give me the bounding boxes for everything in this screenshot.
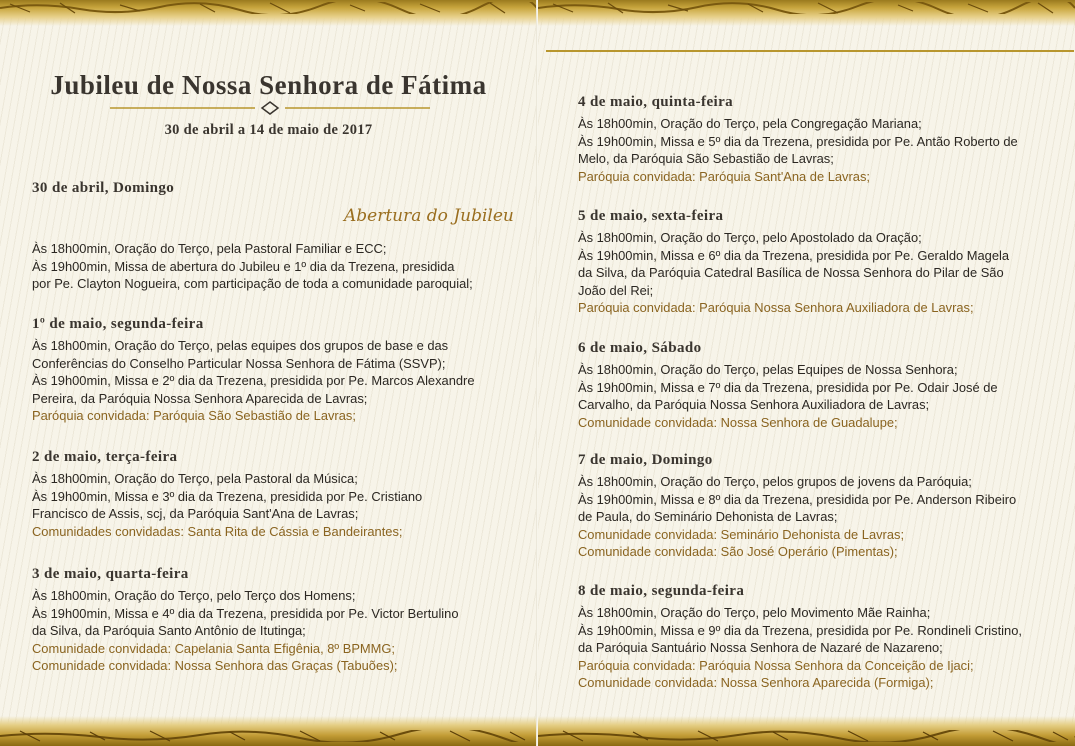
schedule-line: Às 18h00min, Oração do Terço, pelas equipes dos grupos de base e das: [32, 338, 449, 353]
thorn-crown-ornament-bottom: [538, 730, 1075, 742]
day-heading: 7 de maio, Domingo: [578, 452, 713, 468]
schedule-line: Conferências do Conselho Particular Nossa Senhora de Fátima (SSVP);: [32, 355, 446, 371]
schedule-line: Às 19h00min, Missa e 8º dia da Trezena, presidida por Pe. Anderson Ribeiro: [578, 491, 1017, 507]
schedule-line: Às 18h00min, Oração do Terço, pelas Equipes de Nossa Senhora;: [578, 362, 958, 377]
day-section-may3: [32, 566, 527, 675]
day-section-may6: [578, 340, 1073, 431]
guest-parish: Paróquia convidada: Paróquia São Sebastião de Lavras;: [32, 408, 356, 424]
day-heading: 3 de maio, quarta-feira: [32, 566, 189, 582]
schedule-line: Às 19h00min, Missa e 9º dia da Trezena, presidida por Pe. Rondineli Cristino,: [578, 622, 1022, 638]
schedule-line: Às 19h00min, Missa e 7º dia da Trezena, presidida por Pe. Odair José de: [578, 379, 998, 395]
guest-community: Comunidade convidada: Seminário Dehonista de Lavras;: [578, 526, 905, 542]
schedule-line: Às 18h00min, Oração do Terço, pela Pastoral da Música;: [32, 471, 358, 486]
schedule-line: Às 19h00min, Missa e 5º dia da Trezena, presidida por Pe. Antão Roberto de: [578, 133, 1018, 149]
guest-community: Comunidade convidada: Nossa Senhora das Graças (Tabuões);: [32, 658, 398, 674]
schedule-line: Às 18h00min, Oração do Terço, pelo Movimento Mãe Rainha;: [578, 605, 931, 620]
guest-community: Comunidade convidada: São José Operário (Pimentas);: [578, 544, 898, 560]
guest-parish: Paróquia convidada: Paróquia Nossa Senhora Auxiliadora de Lavras;: [578, 300, 974, 316]
schedule-line: Às 19h00min, Missa e 2º dia da Trezena, presidida por Pe. Marcos Alexandre: [32, 373, 475, 389]
schedule-line: Às 18h00min, Oração do Terço, pelos grupos de jovens da Paróquia;: [578, 474, 972, 489]
guest-parish: Paróquia convidada: Paróquia Sant'Ana de Lavras;: [578, 168, 870, 184]
schedule-line: João del Rei;: [578, 282, 654, 298]
day-heading: 8 de maio, segunda-feira: [578, 583, 745, 599]
schedule-line: Às 19h00min, Missa de abertura do Jubileu e 1º dia da Trezena, presidida: [32, 258, 455, 274]
thorn-crown-ornament-top: [538, 2, 1075, 14]
day-heading: 4 de maio, quinta-feira: [578, 94, 734, 110]
opening-script-note: Abertura do Jubileu: [344, 206, 514, 226]
schedule-line: Às 19h00min, Missa e 4º dia da Trezena, presidida por Pe. Victor Bertulino: [32, 605, 459, 621]
schedule-line: de Paula, do Seminário Dehonista de Lavras;: [578, 509, 838, 525]
day-heading: 1º de maio, segunda-feira: [32, 316, 204, 332]
day-section-apr30: [32, 180, 527, 201]
day-section-may5: [578, 208, 1073, 317]
thorn-crown-ornament-top: [0, 2, 537, 14]
schedule-line: Pereira, da Paróquia Nossa Senhora Aparecida de Lavras;: [32, 390, 368, 406]
day-section-may8: [578, 583, 1073, 692]
schedule-line: Às 18h00min, Oração do Terço, pela Pastoral Familiar e ECC;: [32, 241, 387, 256]
day-heading: 6 de maio, Sábado: [578, 340, 702, 356]
schedule-line: da Silva, da Paróquia Catedral Basílica de Nossa Senhora do Pilar de São: [578, 265, 1004, 281]
schedule-line: Melo, da Paróquia São Sebastião de Lavras;: [578, 151, 834, 167]
top-divider-rule: [546, 50, 1074, 52]
schedule-line: da Silva, da Paróquia Santo Antônio de Itutinga;: [32, 623, 306, 639]
day-section-may1: [32, 316, 527, 425]
schedule-line: Às 18h00min, Oração do Terço, pela Congregação Mariana;: [578, 116, 922, 131]
schedule-line: Às 19h00min, Missa e 3º dia da Trezena, presidida por Pe. Cristiano: [32, 488, 423, 504]
right-page: [538, 0, 1075, 746]
guest-community: Comunidade convidada: Nossa Senhora Aparecida (Formiga);: [578, 675, 934, 691]
day-heading: 2 de maio, terça-feira: [32, 449, 178, 465]
left-page: [0, 0, 537, 746]
title-divider-ornament: [110, 101, 430, 115]
schedule-line: Francisco de Assis, scj, da Paróquia Sant'Ana de Lavras;: [32, 506, 359, 522]
guest-community: Comunidade convidada: Capelania Santa Efigênia, 8º BPMMG;: [32, 640, 395, 656]
day-heading: 30 de abril, Domingo: [32, 180, 175, 196]
guest-parish: Paróquia convidada: Paróquia Nossa Senhora da Conceição de Ijaci;: [578, 657, 974, 673]
thorn-crown-ornament-bottom: [0, 730, 537, 742]
guest-community: Comunidades convidadas: Santa Rita de Cássia e Bandeirantes;: [32, 523, 403, 539]
day-section-may2: [32, 449, 527, 540]
date-range: 30 de abril a 14 de maio de 2017: [164, 122, 373, 138]
schedule-line: Às 18h00min, Oração do Terço, pelo Terço dos Homens;: [32, 588, 356, 603]
day-section-may4: [578, 94, 1073, 185]
day-body-apr30: [32, 240, 527, 293]
guest-community: Comunidade convidada: Nossa Senhora de Guadalupe;: [578, 414, 898, 430]
schedule-line: por Pe. Clayton Nogueira, com participação de toda a comunidade paroquial;: [32, 276, 473, 292]
day-section-may7: [578, 452, 1073, 561]
day-heading: 5 de maio, sexta-feira: [578, 208, 724, 224]
schedule-line: Carvalho, da Paróquia Nossa Senhora Auxiliadora de Lavras;: [578, 397, 930, 413]
schedule-line: Às 18h00min, Oração do Terço, pelo Apostolado da Oração;: [578, 230, 922, 245]
page-title: Jubileu de Nossa Senhora de Fátima: [50, 70, 487, 100]
schedule-line: da Paróquia Santuário Nossa Senhora de Nazaré de Nazareno;: [578, 640, 943, 656]
schedule-line: Às 19h00min, Missa e 6º dia da Trezena, presidida por Pe. Geraldo Magela: [578, 247, 1010, 263]
